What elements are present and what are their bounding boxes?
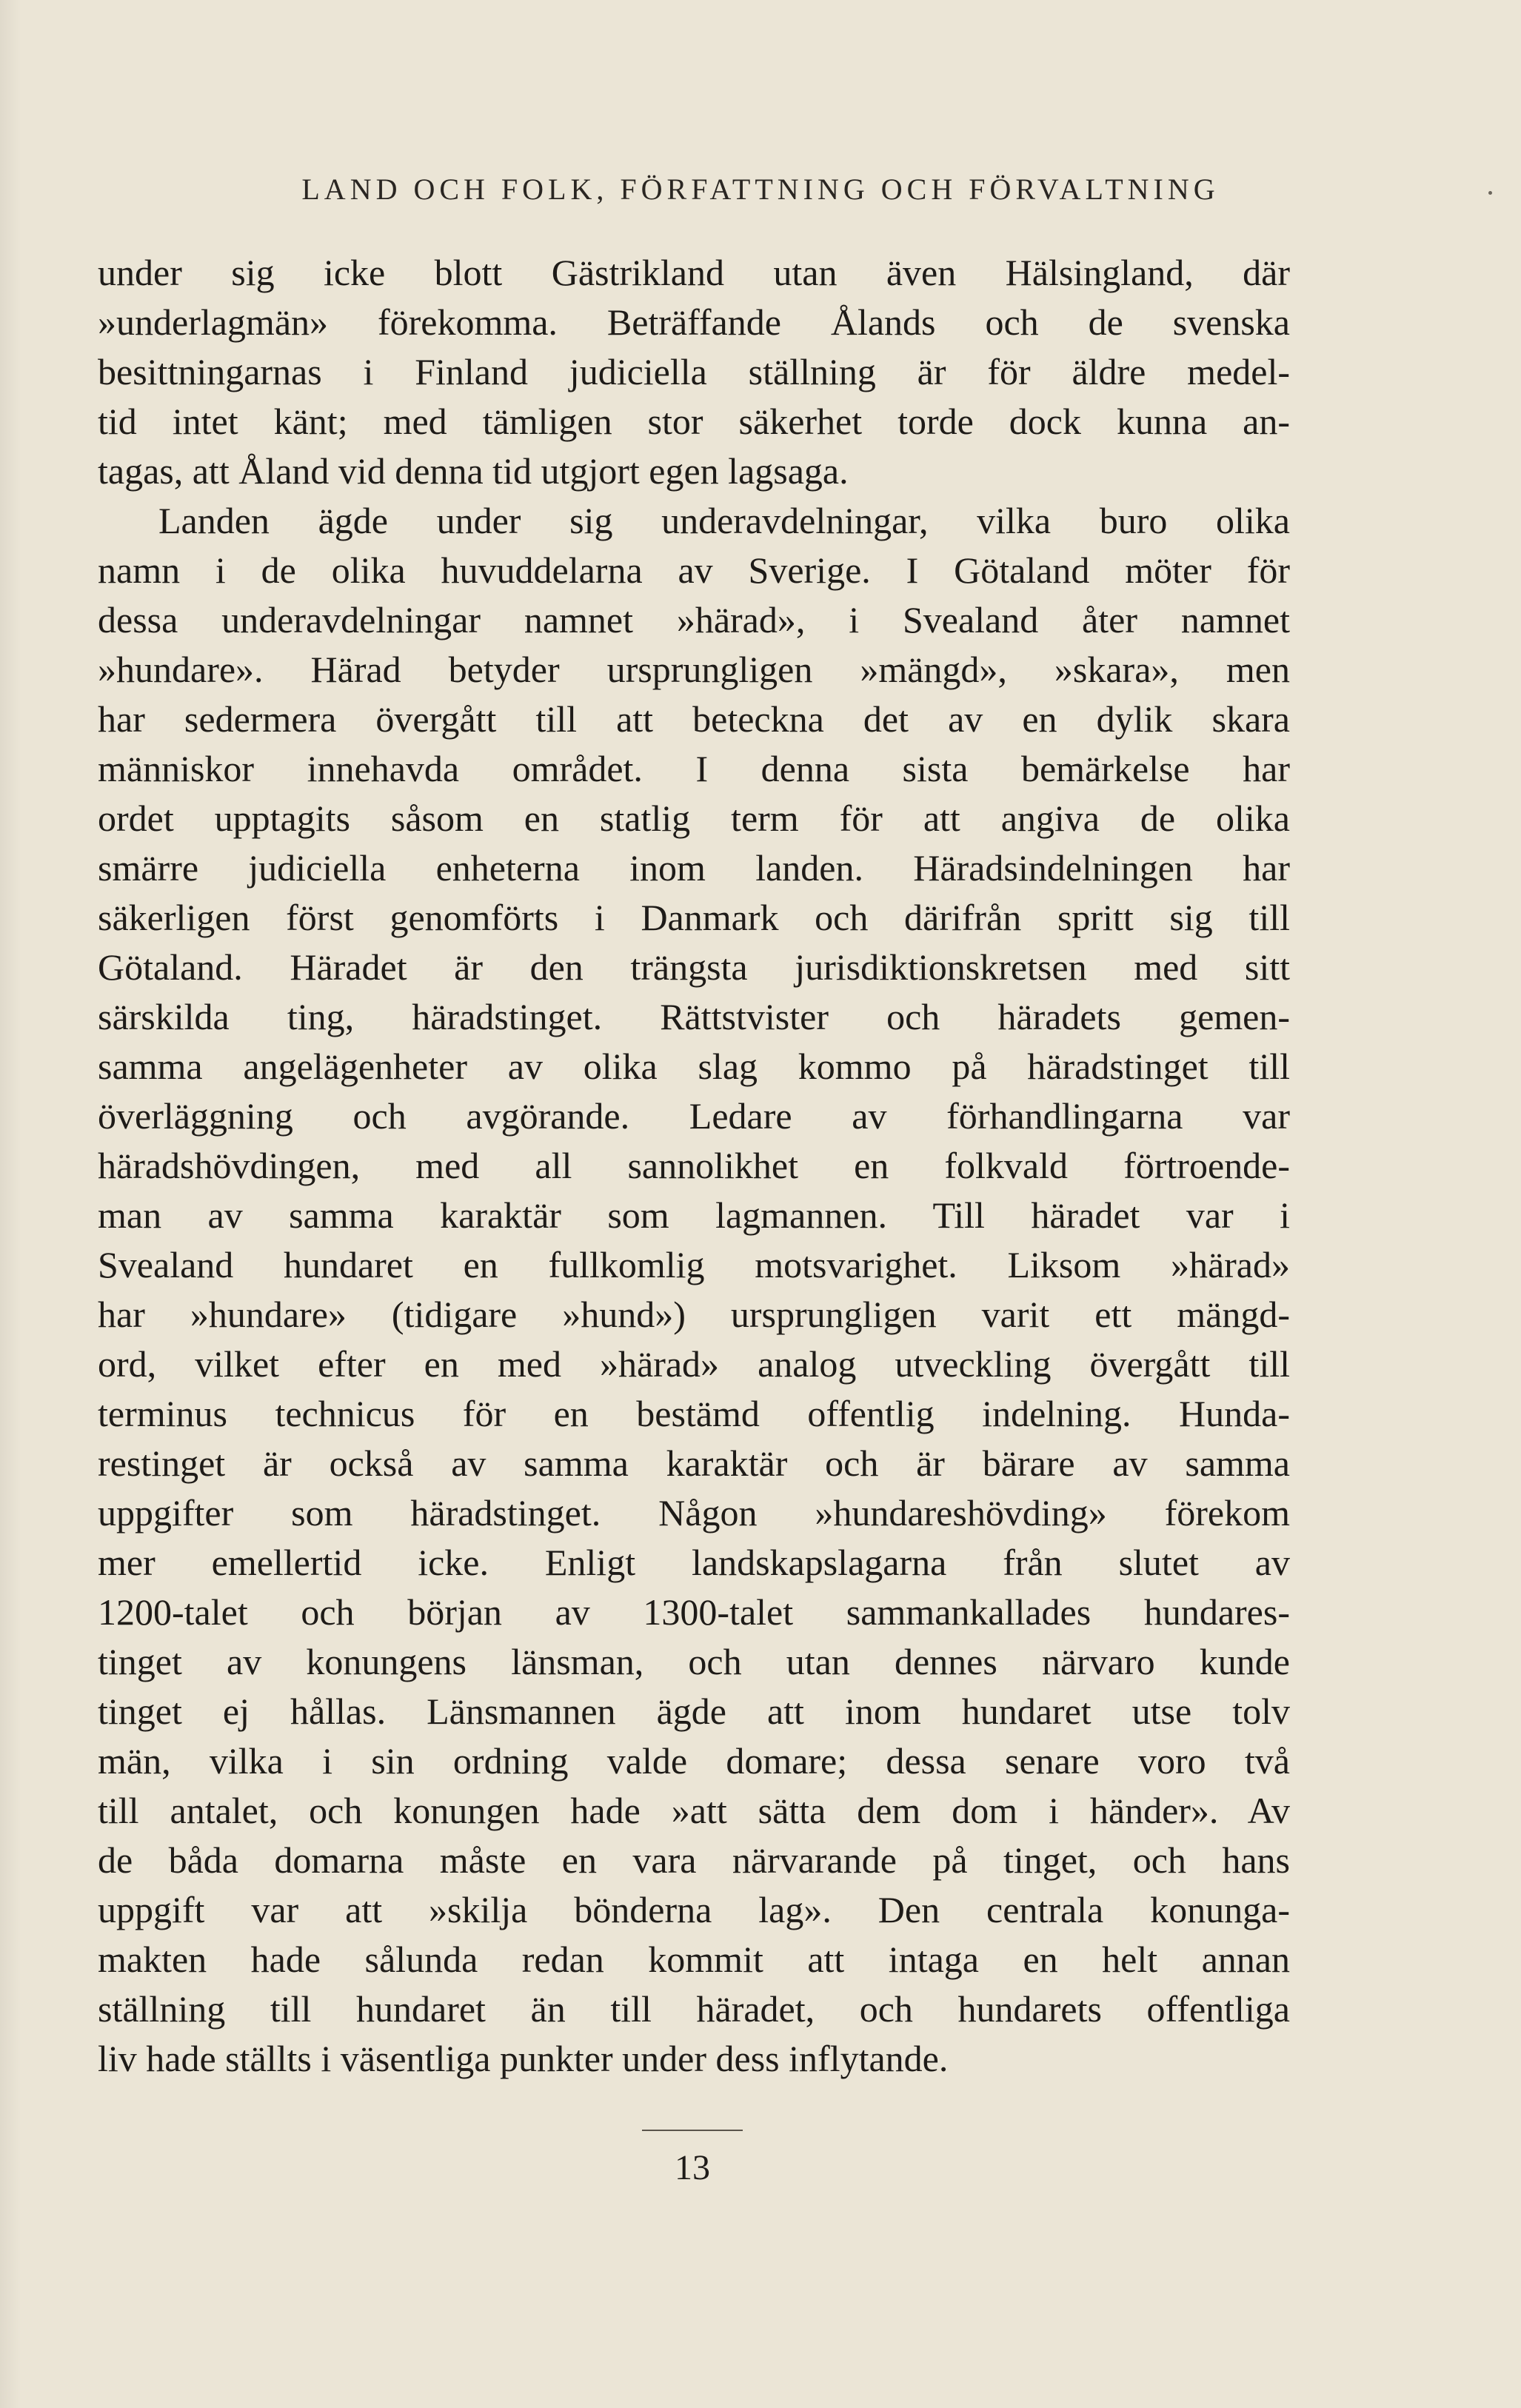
text-line: samma angelägenheter av olika slag kommo på häradstinget till (98, 1046, 1290, 1087)
text-line: ordet upptagits såsom en statlig term för att angiva de olika (98, 797, 1290, 839)
running-header: LAND OCH FOLK, FÖRFATTNING OCH FÖRVALTNING (301, 173, 1220, 206)
text-line: tagas, att Åland vid denna tid utgjort egen lagsaga. (98, 450, 849, 492)
text-line: smärre judiciella enheterna inom landen. Häradsindelningen har (98, 847, 1290, 889)
text-line: mer emellertid icke. Enligt landskapslagarna från slutet av (98, 1542, 1290, 1583)
body-text (98, 248, 1290, 2084)
text-line: har sedermera övergått till att beteckna det av en dylik skara (98, 698, 1290, 740)
text-line: till antalet, och konungen hade »att sätta dem dom i händer». Av (98, 1790, 1290, 1831)
text-line: »underlagmän» förekomma. Beträffande Ålands och de svenska (98, 301, 1290, 343)
text-line: ord, vilket efter en med »härad» analog utveckling övergått till (98, 1343, 1290, 1385)
text-line: har »hundare» (tidigare »hund») ursprungligen varit ett mängd- (98, 1294, 1290, 1335)
text-line: restinget är också av samma karaktär och är bärare av samma (98, 1442, 1290, 1484)
text-line: Landen ägde under sig underavdelningar, vilka buro olika (158, 500, 1290, 541)
text-line: uppgifter som häradstinget. Någon »hundareshövding» förekom (98, 1492, 1290, 1534)
text-line: tinget ej hållas. Länsmannen ägde att inom hundaret utse tolv (98, 1690, 1290, 1732)
text-line: människor innehavda området. I denna sista bemärkelse har (98, 748, 1290, 789)
text-line: säkerligen först genomförts i Danmark och därifrån spritt sig till (98, 897, 1290, 938)
text-line: tid intet känt; med tämligen stor säkerhet torde dock kunna an- (98, 401, 1290, 442)
page-number: 13 (675, 2148, 710, 2187)
text-line: liv hade ställts i väsentliga punkter under dess inflytande. (98, 2038, 949, 2079)
text-line: man av samma karaktär som lagmannen. Till häradet var i (98, 1194, 1290, 1236)
text-line: överläggning och avgörande. Ledare av förhandlingarna var (98, 1095, 1290, 1137)
footer-rule (642, 2130, 743, 2131)
text-line: ställning till hundaret än till häradet, och hundarets offentliga (98, 1988, 1290, 2030)
ink-speck (1488, 191, 1492, 195)
text-line: dessa underavdelningar namnet »härad», i Svealand åter namnet (98, 599, 1290, 641)
text-line: tinget av konungens länsman, och utan dennes närvaro kunde (98, 1641, 1290, 1682)
text-line: de båda domarna måste en vara närvarande på tinget, och hans (98, 1839, 1290, 1881)
text-line: uppgift var att »skilja bönderna lag». Den centrala konunga- (98, 1889, 1290, 1930)
text-line: män, vilka i sin ordning valde domare; dessa senare voro två (98, 1740, 1290, 1782)
text-line: terminus technicus för en bestämd offentlig indelning. Hunda- (98, 1393, 1290, 1434)
text-line: häradshövdingen, med all sannolikhet en folkvald förtroende- (98, 1145, 1290, 1186)
text-line: »hundare». Härad betyder ursprungligen »mängd», »skara», men (98, 649, 1290, 690)
text-line: särskilda ting, häradstinget. Rättstvister och häradets gemen- (98, 996, 1290, 1037)
text-line: Götaland. Häradet är den trängsta jurisdiktionskretsen med sitt (98, 946, 1290, 988)
text-line: besittningarnas i Finland judiciella ställning är för äldre medel- (98, 351, 1290, 392)
text-line: namn i de olika huvuddelarna av Sverige. I Götaland möter för (98, 549, 1290, 591)
text-line: Svealand hundaret en fullkomlig motsvarighet. Liksom »härad» (98, 1244, 1290, 1285)
text-line: under sig icke blott Gästrikland utan även Hälsingland, där (98, 252, 1290, 293)
text-line: makten hade sålunda redan kommit att intaga en helt annan (98, 1939, 1290, 1980)
text-line: 1200-talet och början av 1300-talet sammankallades hundares- (98, 1591, 1290, 1633)
